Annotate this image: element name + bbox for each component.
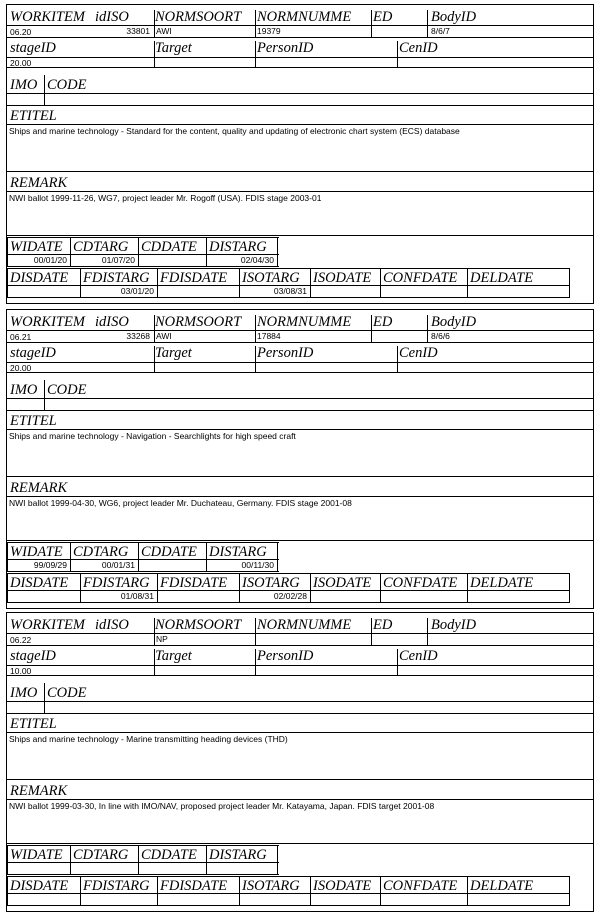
cdtarg-value: 00/01/31 bbox=[101, 560, 135, 570]
personid-label: PersonID bbox=[257, 648, 314, 664]
fdistarg-label: FDISTARG bbox=[83, 878, 150, 894]
cell-divider bbox=[44, 380, 45, 410]
code-label: CODE bbox=[47, 685, 87, 701]
isodate-label: ISODATE bbox=[313, 575, 372, 591]
cell-divider bbox=[206, 238, 207, 266]
rule-line bbox=[7, 779, 593, 780]
cell-divider bbox=[380, 574, 381, 602]
cell-divider bbox=[255, 618, 256, 645]
cell-divider bbox=[427, 315, 428, 342]
distarg-label: DISTARG bbox=[209, 239, 267, 255]
work-item-record bbox=[6, 309, 594, 609]
etitel-value: Ships and marine technology - Marine transmitting heading devices (THD) bbox=[9, 734, 288, 744]
workitem-value: 06.21 bbox=[10, 332, 32, 342]
personid-label: PersonID bbox=[257, 40, 314, 56]
rule-line bbox=[7, 372, 593, 373]
cell-divider bbox=[80, 269, 81, 297]
deldate-label: DELDATE bbox=[470, 878, 534, 894]
cell-divider bbox=[206, 543, 207, 571]
stageid-label: stageID bbox=[10, 648, 56, 664]
normnumme-value: 17884 bbox=[257, 331, 281, 341]
workitem-value: 06.22 bbox=[10, 635, 32, 645]
normnumme-value: 19379 bbox=[257, 26, 281, 36]
widate-label: WIDATE bbox=[10, 847, 63, 863]
cell-divider bbox=[154, 618, 155, 645]
cell-divider bbox=[239, 574, 240, 602]
ed-label: ED bbox=[373, 617, 393, 633]
fdistarg-value: 03/01/20 bbox=[120, 286, 154, 296]
code-label: CODE bbox=[47, 77, 87, 93]
cell-divider bbox=[467, 269, 468, 297]
distarg-label: DISTARG bbox=[209, 847, 267, 863]
rule-line bbox=[7, 732, 593, 733]
cell-divider bbox=[467, 877, 468, 905]
cell-divider bbox=[255, 346, 256, 372]
cell-divider bbox=[138, 543, 139, 571]
distarg-value: 00/11/30 bbox=[241, 560, 274, 570]
isotarg-label: ISOTARG bbox=[242, 575, 300, 591]
isotarg-label: ISOTARG bbox=[242, 270, 300, 286]
rule-line bbox=[7, 665, 593, 666]
rule-line bbox=[7, 191, 593, 192]
cell-divider bbox=[371, 315, 372, 342]
normsoort-label: NORMSOORT bbox=[155, 617, 242, 633]
normsoort-label: NORMSOORT bbox=[155, 9, 242, 25]
etitel-value: Ships and marine technology - Navigation - Searchlights for high speed craft bbox=[9, 431, 296, 441]
rule-line bbox=[7, 633, 593, 634]
workitem-label: WORKITEM bbox=[10, 9, 85, 25]
rule-line bbox=[7, 362, 593, 363]
widate-label: WIDATE bbox=[10, 239, 63, 255]
cdtarg-label: CDTARG bbox=[73, 544, 129, 560]
cell-divider bbox=[154, 10, 155, 37]
idiso-label: idISO bbox=[95, 617, 129, 633]
normnumme-label: NORMNUMME bbox=[257, 617, 352, 633]
rule-line bbox=[7, 701, 593, 702]
target-label: Target bbox=[155, 648, 192, 664]
cell-divider bbox=[310, 877, 311, 905]
cell-divider bbox=[371, 10, 372, 37]
confdate-label: CONFDATE bbox=[383, 575, 458, 591]
bodyid-label: BodyID bbox=[431, 9, 477, 25]
cdtarg-value: 01/07/20 bbox=[101, 255, 135, 265]
isotarg-label: ISOTARG bbox=[242, 878, 300, 894]
cell-divider bbox=[397, 41, 398, 67]
etitel-label: ETITEL bbox=[10, 413, 57, 429]
cell-divider bbox=[154, 649, 155, 675]
rule-line bbox=[7, 893, 570, 894]
disdate-label: DISDATE bbox=[10, 575, 69, 591]
workitem-value: 06.20 bbox=[10, 27, 32, 37]
rule-line bbox=[7, 843, 593, 844]
cell-divider bbox=[380, 269, 381, 297]
rule-line bbox=[7, 93, 593, 94]
disdate-label: DISDATE bbox=[10, 270, 69, 286]
cell-divider bbox=[154, 41, 155, 67]
bodyid-label: BodyID bbox=[431, 617, 477, 633]
distarg-label: DISTARG bbox=[209, 544, 267, 560]
isodate-label: ISODATE bbox=[313, 878, 372, 894]
normnumme-label: NORMNUMME bbox=[257, 9, 352, 25]
normnumme-label: NORMNUMME bbox=[257, 314, 352, 330]
cell-divider bbox=[277, 846, 278, 874]
remark-value: NWI ballot 1999-11-26, WG7, project leader Mr. Rogoff (USA). FDIS stage 2003-01 bbox=[9, 193, 322, 203]
target-label: Target bbox=[155, 345, 192, 361]
cell-divider bbox=[44, 683, 45, 713]
stageid-value: 20.00 bbox=[10, 58, 32, 68]
cell-divider bbox=[70, 543, 71, 571]
isodate-label: ISODATE bbox=[313, 270, 372, 286]
workitem-label: WORKITEM bbox=[10, 314, 85, 330]
ed-label: ED bbox=[373, 314, 393, 330]
rule-line bbox=[7, 862, 279, 863]
cell-divider bbox=[310, 574, 311, 602]
cell-divider bbox=[380, 877, 381, 905]
cenid-label: CenID bbox=[399, 345, 438, 361]
cell-divider bbox=[397, 649, 398, 675]
cell-divider bbox=[467, 574, 468, 602]
workitem-label: WORKITEM bbox=[10, 617, 85, 633]
stageid-value: 10.00 bbox=[10, 666, 32, 676]
fdisdate-label: FDISDATE bbox=[160, 270, 228, 286]
cell-divider bbox=[206, 846, 207, 874]
rule-line bbox=[7, 171, 593, 172]
bodyid-label: BodyID bbox=[431, 314, 477, 330]
cell-divider bbox=[255, 315, 256, 342]
fdistarg-value: 01/08/31 bbox=[120, 591, 154, 601]
cell-divider bbox=[157, 574, 158, 602]
remark-label: REMARK bbox=[10, 175, 68, 191]
deldate-label: DELDATE bbox=[470, 270, 534, 286]
work-item-record bbox=[6, 612, 594, 912]
imo-label: IMO bbox=[10, 77, 38, 93]
distarg-value: 02/04/30 bbox=[240, 255, 274, 265]
cell-divider bbox=[80, 877, 81, 905]
fdisdate-label: FDISDATE bbox=[160, 575, 228, 591]
normsoort-value: AWI bbox=[156, 26, 172, 36]
cell-divider bbox=[44, 75, 45, 105]
cell-divider bbox=[80, 574, 81, 602]
rule-line bbox=[7, 410, 593, 411]
stageid-value: 20.00 bbox=[10, 363, 32, 373]
imo-label: IMO bbox=[10, 382, 38, 398]
imo-label: IMO bbox=[10, 685, 38, 701]
bodyid-value: 8/6/6 bbox=[431, 331, 450, 341]
fdistarg-label: FDISTARG bbox=[83, 575, 150, 591]
ed-label: ED bbox=[373, 9, 393, 25]
cenid-label: CenID bbox=[399, 648, 438, 664]
cell-divider bbox=[371, 618, 372, 645]
cell-divider bbox=[277, 238, 278, 266]
rule-line bbox=[7, 540, 593, 541]
cell-divider bbox=[154, 315, 155, 342]
rule-line bbox=[7, 496, 593, 497]
personid-label: PersonID bbox=[257, 345, 314, 361]
normsoort-value: AWI bbox=[156, 331, 172, 341]
widate-value: 00/01/20 bbox=[33, 255, 67, 265]
rule-line bbox=[7, 799, 593, 800]
etitel-label: ETITEL bbox=[10, 716, 57, 732]
remark-label: REMARK bbox=[10, 480, 68, 496]
cdtarg-label: CDTARG bbox=[73, 847, 129, 863]
cell-divider bbox=[157, 877, 158, 905]
cell-divider bbox=[70, 238, 71, 266]
cell-divider bbox=[239, 269, 240, 297]
cell-divider bbox=[255, 10, 256, 37]
cell-divider bbox=[138, 846, 139, 874]
widate-label: WIDATE bbox=[10, 544, 63, 560]
idiso-value: 33801 bbox=[126, 26, 150, 36]
cell-divider bbox=[154, 346, 155, 372]
remark-value: NWI ballot 1999-03-30, In line with IMO/NAV, proposed project leader Mr. Katayama, Japan. FDIS target 2001-08 bbox=[9, 801, 435, 811]
cell-divider bbox=[277, 543, 278, 571]
widate-value: 99/09/29 bbox=[33, 560, 67, 570]
bodyid-value: 8/6/7 bbox=[431, 26, 450, 36]
rule-line bbox=[7, 57, 593, 58]
cddate-label: CDDATE bbox=[141, 847, 197, 863]
cell-divider bbox=[239, 877, 240, 905]
idiso-label: idISO bbox=[95, 314, 129, 330]
rule-line bbox=[7, 342, 593, 343]
stageid-label: stageID bbox=[10, 40, 56, 56]
rule-line bbox=[7, 713, 593, 714]
rule-line bbox=[7, 645, 593, 646]
disdate-label: DISDATE bbox=[10, 878, 69, 894]
cell-divider bbox=[427, 10, 428, 37]
rule-line bbox=[7, 235, 593, 236]
rule-line bbox=[7, 398, 593, 399]
cell-divider bbox=[255, 41, 256, 67]
rule-line bbox=[7, 37, 593, 38]
remark-label: REMARK bbox=[10, 783, 68, 799]
cell-divider bbox=[397, 346, 398, 372]
isotarg-value: 03/08/31 bbox=[273, 286, 307, 296]
target-label: Target bbox=[155, 40, 192, 56]
rule-line bbox=[7, 67, 593, 68]
confdate-label: CONFDATE bbox=[383, 878, 458, 894]
fdistarg-label: FDISTARG bbox=[83, 270, 150, 286]
work-item-record bbox=[6, 4, 594, 304]
code-label: CODE bbox=[47, 382, 87, 398]
stageid-label: stageID bbox=[10, 345, 56, 361]
idiso-value: 33268 bbox=[126, 331, 150, 341]
cenid-label: CenID bbox=[399, 40, 438, 56]
cell-divider bbox=[157, 269, 158, 297]
idiso-label: idISO bbox=[95, 9, 129, 25]
rule-line bbox=[7, 429, 593, 430]
fdisdate-label: FDISDATE bbox=[160, 878, 228, 894]
cddate-label: CDDATE bbox=[141, 239, 197, 255]
confdate-label: CONFDATE bbox=[383, 270, 458, 286]
cell-divider bbox=[255, 649, 256, 675]
normsoort-label: NORMSOORT bbox=[155, 314, 242, 330]
rule-line bbox=[7, 124, 593, 125]
isotarg-value: 02/02/28 bbox=[273, 591, 307, 601]
cell-divider bbox=[427, 618, 428, 645]
cdtarg-label: CDTARG bbox=[73, 239, 129, 255]
cell-divider bbox=[70, 846, 71, 874]
rule-line bbox=[7, 105, 593, 106]
etitel-label: ETITEL bbox=[10, 108, 57, 124]
deldate-label: DELDATE bbox=[470, 575, 534, 591]
cell-divider bbox=[310, 269, 311, 297]
normsoort-value: NP bbox=[156, 634, 168, 644]
rule-line bbox=[7, 675, 593, 676]
remark-value: NWI ballot 1999-04-30, WG6, project leader Mr. Duchateau, Germany. FDIS stage 2001-08 bbox=[9, 498, 352, 508]
cddate-label: CDDATE bbox=[141, 544, 197, 560]
rule-line bbox=[7, 476, 593, 477]
etitel-value: Ships and marine technology - Standard for the content, quality and updating of electronic chart system (ECS) database bbox=[9, 126, 460, 136]
cell-divider bbox=[138, 238, 139, 266]
